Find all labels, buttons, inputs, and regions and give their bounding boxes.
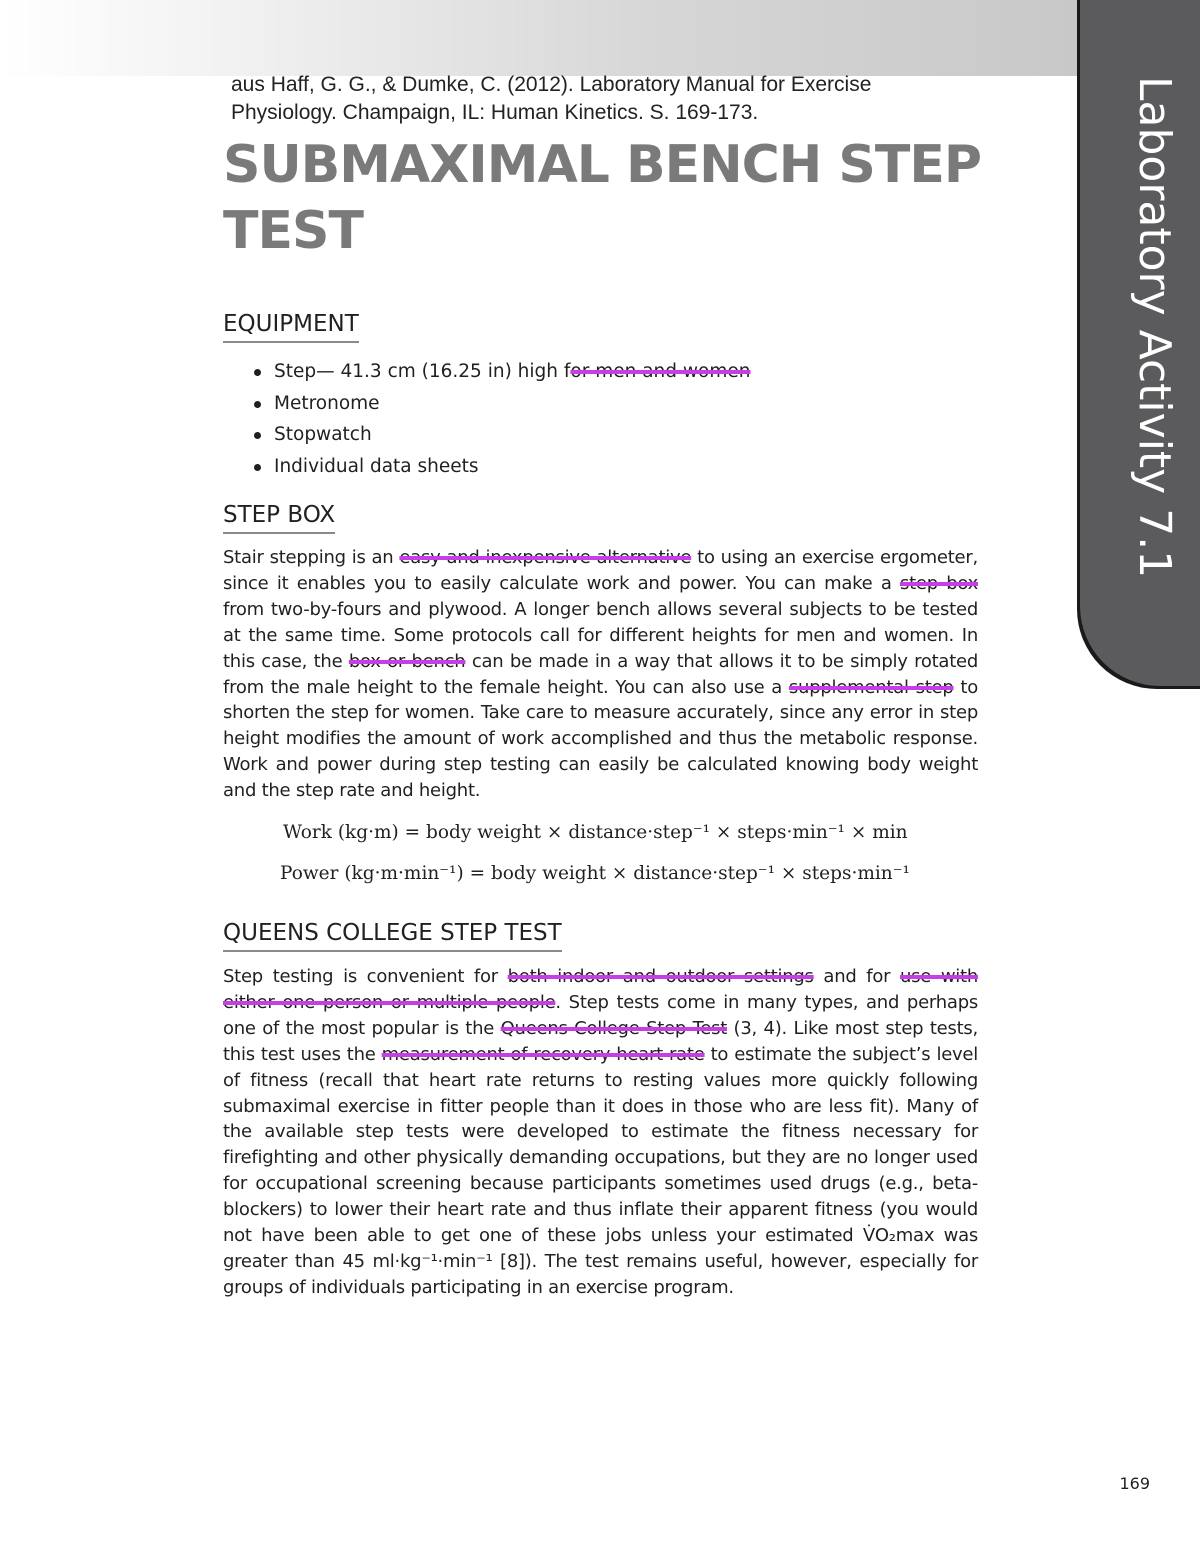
paragraph-text: to estimate the subject’s level of fitness (recall that heart rate returns to resting values more quickly following submaximal exercise in fitter people than it does in those who are less fit). Many of the available step tests were developed to estimate the fitness necessary for firefighting and other physically demanding occupations, but they are no longer used for occupational screening because participants sometimes used drugs (e.g., beta-blockers) to lower their heart rate and thus inflate their apparent fitness (you would not have been able to get one of these jobs unless your estimated V̇O₂max was greater than 45 ml·kg⁻¹·min⁻¹ [8]). The test remains useful, however, especially for groups of individuals participating in an exercise program. bbox=[223, 1043, 979, 1298]
citation-line-1: aus Haff, G. G., & Dumke, C. (2012). Laboratory Manual for Exercise bbox=[231, 73, 872, 96]
highlighted-text: both indoor and outdoor settings bbox=[507, 966, 814, 987]
step-box-heading-text: STEP BOX bbox=[223, 500, 335, 534]
highlighted-text: use with either one person or multiple people bbox=[223, 966, 979, 1013]
queens-college-paragraph bbox=[223, 964, 978, 1301]
chapter-tab-label: Laboratory Activity 7.1 bbox=[1129, 76, 1180, 579]
paragraph-text: (3, 4). Like most step tests, this test uses the bbox=[223, 1017, 978, 1065]
highlighted-text: supplemental step bbox=[788, 676, 954, 698]
step-box-paragraph bbox=[223, 545, 978, 804]
step-box-heading bbox=[223, 500, 723, 534]
source-citation bbox=[231, 71, 1051, 127]
list-item: Metronome bbox=[248, 388, 750, 420]
paragraph-text: from two-by-fours and plywood. A longer bench allows several subjects to be tested at the same time. Some protocols call for different heights for men and women. In this case, the bbox=[223, 598, 978, 672]
power-formula: Power (kg·m·min⁻¹) = body weight × distance·step⁻¹ × steps·min⁻¹ bbox=[280, 863, 910, 884]
work-formula: Work (kg·m) = body weight × distance·step⁻¹ × steps·min⁻¹ × min bbox=[283, 822, 908, 843]
equipment-heading bbox=[223, 309, 723, 343]
page-number: 169 bbox=[1119, 1474, 1150, 1493]
header-gradient-band bbox=[0, 0, 1200, 76]
paragraph-text: and for bbox=[813, 966, 900, 987]
paragraph-text: Stair stepping is an bbox=[223, 547, 400, 568]
paragraph-text: . Step tests come in many types, and perhaps one of the most popular is the bbox=[223, 991, 978, 1039]
highlighted-text: or men and women bbox=[570, 361, 751, 382]
paragraph-text: to using an exercise ergometer, since it enables you to easily calculate work and power. You can make a bbox=[223, 547, 978, 594]
list-item-text: Step— 41.3 cm (16.25 in) high f bbox=[274, 361, 571, 382]
list-item: Individual data sheets bbox=[248, 451, 750, 483]
highlighted-text: Queens College Step Test bbox=[500, 1017, 728, 1039]
paragraph-text: to shorten the step for women. Take care to measure accurately, since any error in step height modifies the amount of work accomplished and thus the metabolic response. Work and power during step testing can easily be calculated knowing body weight and the step rate and height. bbox=[223, 676, 978, 802]
page-title-line-2: TEST bbox=[223, 201, 363, 261]
list-item: Stopwatch bbox=[248, 419, 750, 451]
page-title bbox=[223, 132, 1043, 264]
paragraph-text: can be made in a way that allows it to be simply rotated from the male height to the female height. You can also use a bbox=[223, 650, 979, 698]
queens-college-heading bbox=[223, 918, 723, 952]
queens-college-heading-text: QUEENS COLLEGE STEP TEST bbox=[223, 918, 562, 952]
list-item bbox=[248, 356, 750, 388]
highlighted-text: step box bbox=[899, 572, 978, 594]
equipment-heading-text: EQUIPMENT bbox=[223, 309, 359, 343]
highlighted-text: easy and inexpensive alternative bbox=[399, 547, 692, 568]
paragraph-text: Step testing is convenient for bbox=[223, 966, 508, 987]
highlighted-text: measurement of recovery heart rate bbox=[381, 1043, 705, 1065]
equipment-list bbox=[248, 356, 750, 482]
page-title-line-1: SUBMAXIMAL BENCH STEP bbox=[223, 135, 981, 195]
highlighted-text: box or bench bbox=[348, 650, 466, 672]
citation-line-2: Physiology. Champaign, IL: Human Kinetics. S. 169-173. bbox=[231, 101, 759, 124]
